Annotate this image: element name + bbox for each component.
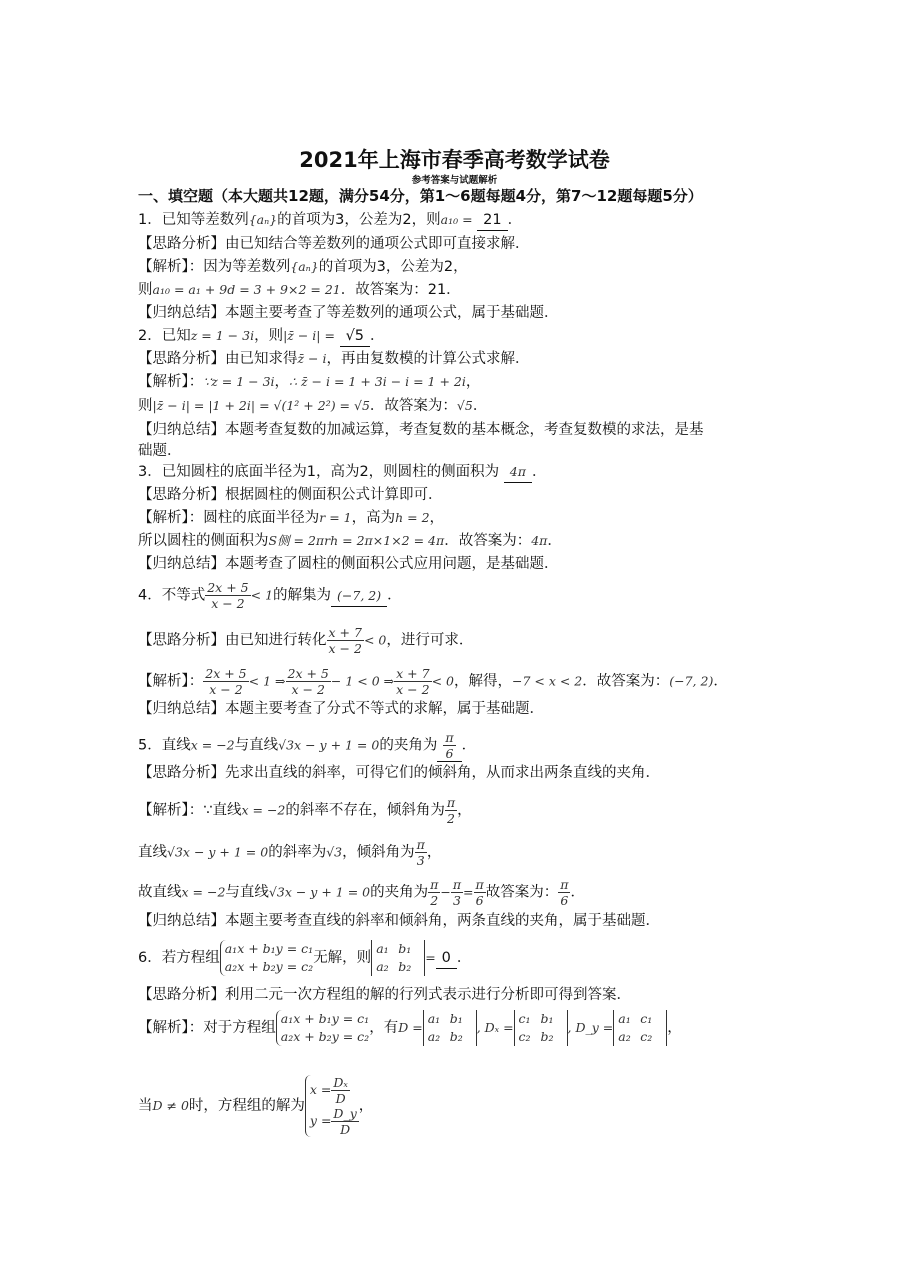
- q6-answer: 0: [436, 948, 457, 969]
- fraction: $\frac{\pi}{2}$: [430, 877, 439, 908]
- fraction: $\frac{2x + 5}{x - 2}$: [205, 666, 247, 697]
- q2-stem: 2．已知z = 1 − 3i，则|z̄ − i| = √5 ．: [138, 326, 385, 347]
- equation-system: x = $\frac{\text{Dₓ}}{D}$ y = $\frac{D\_y}{D}$: [305, 1075, 359, 1137]
- determinant: a₁ b₁ a₂ b₂: [423, 1010, 477, 1046]
- q5-analysis: 【思路分析】先求出直线的斜率，可得它们的倾斜角，从而求出两条直线的夹角．: [138, 765, 660, 781]
- fraction: $\frac{\pi}{6}$: [475, 877, 484, 908]
- q2-solution: 【解析】：∵z = 1 − 3i，∴ z̄ − i = 1 + 3i − i = 1 + 2i，: [138, 374, 481, 390]
- page-subtitle: 参考答案与试题解析: [411, 175, 498, 186]
- q2-answer: √5: [340, 326, 370, 347]
- q5-summary: 【归纳总结】本题主要考查直线的斜率和倾斜角，两条直线的夹角，属于基础题．: [138, 913, 660, 929]
- q4-answer: (−7, 2): [331, 586, 387, 607]
- q3-summary: 【归纳总结】本题考查了圆柱的侧面积公式应用问题，是基础题．: [138, 556, 559, 572]
- q6-analysis: 【思路分析】利用二元一次方程组的解的行列式表示进行分析即可得到答案．: [138, 987, 631, 1003]
- q5-solution-line3: 故直线x = −2与直线√3x − y + 1 = 0的夹角为 $\frac{\pi}{2}$ − $\frac{\pi}{3}$ = $\frac{\pi}{6}$ 故答案为： $\frac{\pi}{6}$ ．: [138, 877, 585, 908]
- q3-stem: 3．已知圆柱的底面半径为1，高为2，则圆柱的侧面积为 4π ．: [138, 462, 546, 483]
- q5-answer: $\frac{\pi}{6}$: [437, 730, 461, 762]
- section-heading: 一、填空题（本大题共12题，满分54分，第1～6题每题4分，第7～12题每题5分）: [138, 187, 703, 205]
- q4-solution: 【解析】： $\frac{2x + 5}{x - 2}$ < 1 ⇒ $\frac{2x + 5}{x - 2}$ − 1 < 0 ⇒ $\frac{x + 7}{x - 2}$ < 0，解得，−7 < x < 2．故答案为：(−7, 2)．: [138, 666, 728, 697]
- q1-summary: 【归纳总结】本题主要考查了等差数列的通项公式，属于基础题．: [138, 305, 559, 321]
- determinant: a₁ b₁ a₂ b₂: [371, 940, 425, 976]
- q5-stem: 5．直线x = −2与直线√3x − y + 1 = 0的夹角为 $\frac{\pi}{6}$ ．: [138, 730, 477, 761]
- q4-summary: 【归纳总结】本题主要考查了分式不等式的求解，属于基础题．: [138, 701, 544, 717]
- q2-solution-line2: 则|z̄ − i| = |1 + 2i| = √(1² + 2²) = √5．故答案为：√5．: [138, 398, 488, 414]
- q2-analysis: 【思路分析】由已知求得z̄ − i，再由复数模的计算公式求解．: [138, 351, 530, 367]
- q3-answer: 4π: [504, 462, 532, 483]
- fraction: $\frac{\pi}{6}$: [560, 877, 569, 908]
- page-title: 2021年上海市春季高考数学试卷: [299, 148, 610, 172]
- q4-analysis: 【思路分析】由已知进行转化 $\frac{x + 7}{x - 2}$ < 0，进行可求．: [138, 625, 474, 656]
- q1-solution-line2: 则a₁₀ = a₁ + 9d = 3 + 9×2 = 21．故答案为：21．: [138, 282, 461, 298]
- fraction: $\frac{x + 7}{x - 2}$: [328, 625, 362, 656]
- q1-stem: 1．已知等差数列{aₙ}的首项为3，公差为2，则a₁₀ = 21 ．: [138, 210, 522, 231]
- equation-system: a₁x + b₁y = c₁ a₂x + b₂y = c₂: [220, 940, 313, 976]
- equation-system: a₁x + b₁y = c₁ a₂x + b₂y = c₂: [276, 1010, 369, 1046]
- q6-solution: 【解析】：对于方程组a₁x + b₁y = c₁ a₂x + b₂y = c₂，有D =a₁ b₁ a₂ b₂, Dₓ =c₁ b₁ c₂ b₂, D_y =a₁ c₁ a₂ c₂，: [138, 1011, 682, 1044]
- q1-analysis: 【思路分析】由已知结合等差数列的通项公式即可直接求解．: [138, 236, 530, 252]
- q1-answer: 21: [477, 210, 507, 231]
- q6-solution-line2: 当D ≠ 0时，方程组的解为x = $\frac{\text{Dₓ}}{D}$ y = $\frac{D\_y}{D}$ ，: [138, 1075, 374, 1137]
- q5-solution: 【解析】：∵直线x = −2的斜率不存在，倾斜角为 $\frac{\pi}{2}$ ，: [138, 795, 472, 826]
- determinant: a₁ c₁ a₂ c₂: [613, 1010, 667, 1046]
- q2-summary-cont: 础题．: [138, 443, 182, 459]
- fraction: $\frac{\pi}{3}$: [452, 877, 462, 908]
- q5-solution-line2: 直线√3x − y + 1 = 0的斜率为√3，倾斜角为 $\frac{\pi}{3}$ ，: [138, 837, 442, 868]
- fraction: $\frac{2x + 5}{x - 2}$: [207, 580, 249, 611]
- fraction: $\frac{\pi}{2}$: [446, 795, 456, 826]
- determinant: c₁ b₁ c₂ b₂: [514, 1010, 568, 1046]
- q3-solution-line2: 所以圆柱的侧面积为S侧 = 2πrh = 2π×1×2 = 4π．故答案为：4π．: [138, 533, 562, 549]
- q6-stem: 6．若方程组a₁x + b₁y = c₁ a₂x + b₂y = c₂无解，则a₁ b₁ a₂ b₂= 0 ．: [138, 941, 472, 974]
- q2-summary: 【归纳总结】本题考查复数的加减运算，考查复数的基本概念，考查复数模的求法，是基: [138, 422, 704, 438]
- fraction: $\frac{2x + 5}{x - 2}$: [287, 666, 329, 697]
- fraction: $\frac{\pi}{3}$: [416, 837, 425, 868]
- q4-stem: 4．不等式 $\frac{2x + 5}{x - 2}$ < 1的解集为 (−7, 2) ．: [138, 580, 402, 611]
- q3-analysis: 【思路分析】根据圆柱的侧面积公式计算即可．: [138, 487, 443, 503]
- q1-solution: 【解析】：因为等差数列{aₙ}的首项为3，公差为2，: [138, 259, 468, 275]
- fraction: $\frac{x + 7}{x - 2}$: [396, 666, 430, 697]
- q3-solution: 【解析】：圆柱的底面半径为r = 1，高为h = 2，: [138, 510, 445, 526]
